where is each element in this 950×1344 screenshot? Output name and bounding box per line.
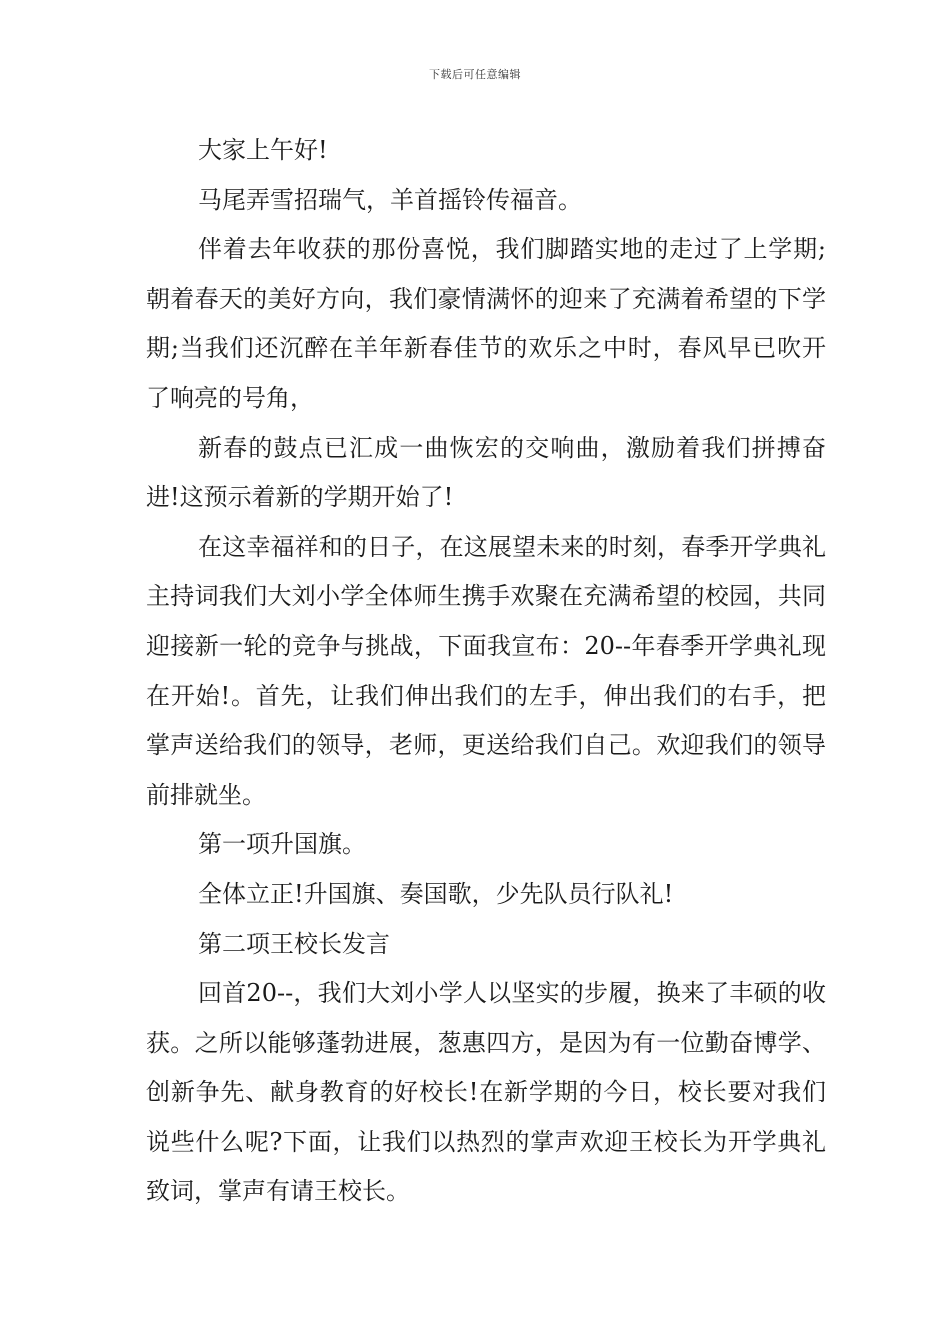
paragraph-new-semester: 伴着去年收获的那份喜悦，我们脚踏实地的走过了上学期;朝着春天的美好方向，我们豪情满怀的迎来了充满着希望的下学期;当我们还沉醉在羊年新春佳节的欢乐之中时，春风早已吹开了响亮的号角，: [146, 235, 826, 412]
paragraph-principal-intro: 回首20--，我们大刘小学人以坚实的步履，换来了丰硕的收获。之所以能够蓬勃进展，葱惠四方，是因为有一位勤奋博学、创新争先、献身教育的好校长!在新学期的今日，校长要对我们说些什么呢?下面，让我们以热烈的掌声欢迎王校长为开学典礼致词，掌声有请王校长。: [146, 979, 826, 1206]
page-header: 下载后可任意编辑: [429, 68, 521, 81]
paragraph-couplet: 马尾弄雪招瑞气，羊首摇铃传福音。: [198, 185, 582, 214]
paragraph-item-one: 第一项升国旗。: [198, 830, 366, 859]
paragraph-flag-raising: 全体立正!升国旗、奏国歌，少先队员行队礼!: [198, 879, 674, 908]
paragraph-greeting: 大家上午好!: [198, 136, 328, 164]
paragraph-spring-drums: 新春的鼓点已汇成一曲恢宏的交响曲，激励着我们拼搏奋进!这预示着新的学期开始了!: [146, 433, 826, 512]
document-body: [146, 126, 826, 1217]
paragraph-announcement: 在这幸福祥和的日子，在这展望未来的时刻，春季开学典礼主持词我们大刘小学全体师生携手欢聚在充满希望的校园，共同迎接新一轮的竞争与挑战，下面我宣布：20--年春季开学典礼现在开始!。首先，让我们伸出我们的左手，伸出我们的右手，把掌声送给我们的领导，老师，更送给我们自己。欢迎我们的领导前排就坐。: [146, 532, 826, 809]
paragraph-item-two: 第二项王校长发言: [198, 929, 390, 958]
